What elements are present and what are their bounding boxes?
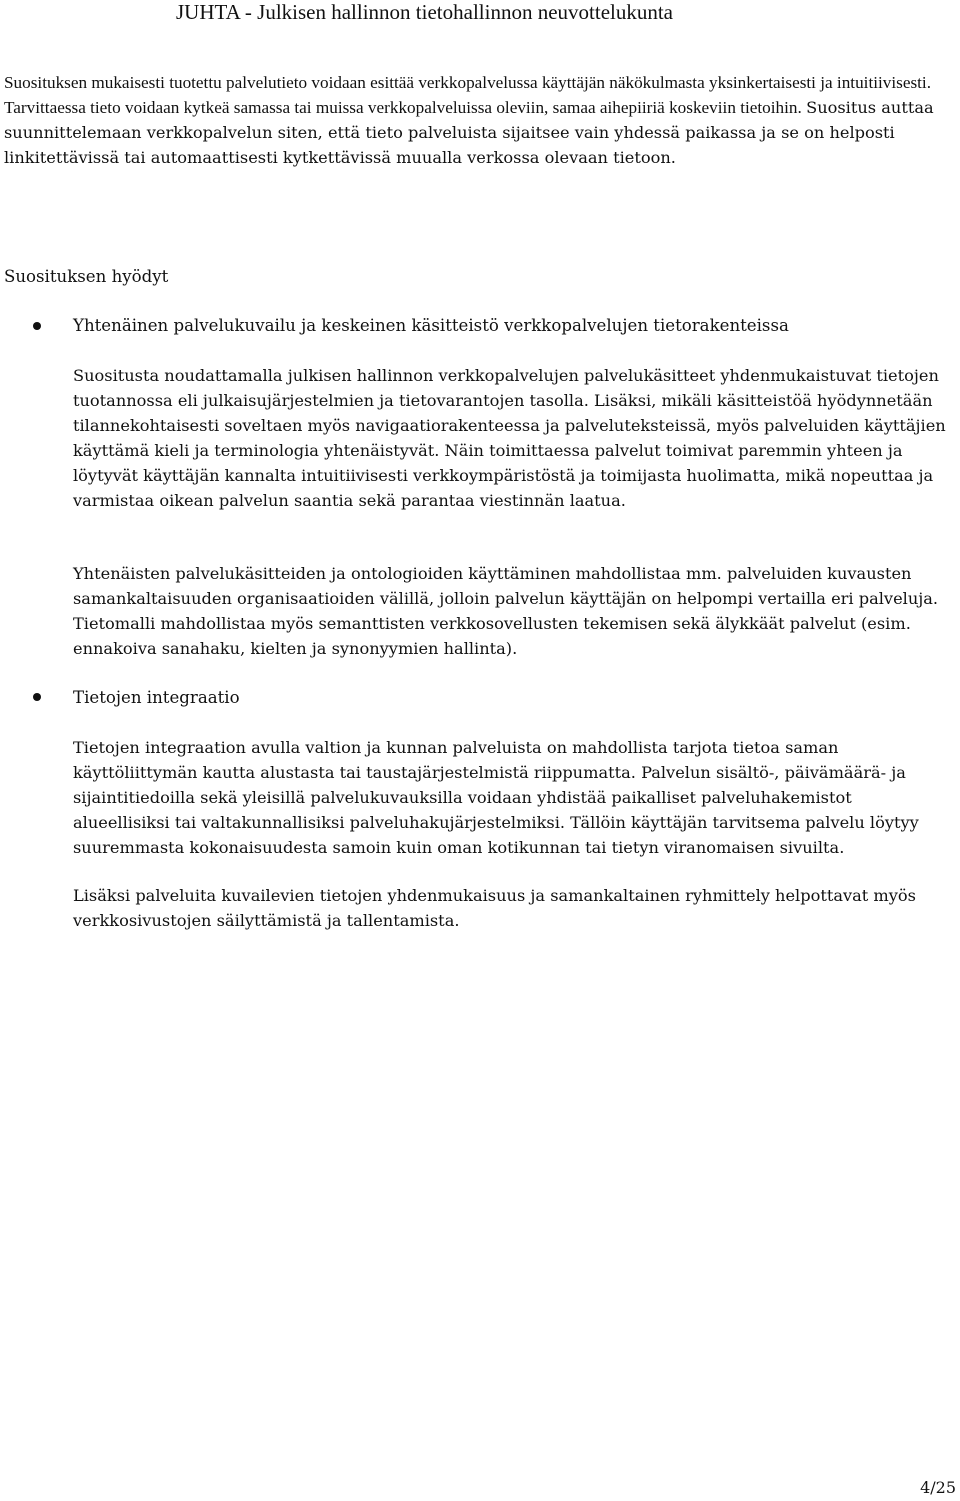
page-number: 4/25 bbox=[920, 1478, 956, 1497]
intro-text-part-2: Suositus auttaa suunnittelemaan verkkopalvelun siten, että tieto palveluista sijaitsee vain yhdessä paikassa ja se on helposti linkitettävissä tai automaattisesti kytkettävissä muualla verkossa olevaan tietoon. bbox=[4, 98, 934, 167]
benefit-2-paragraph-1: Tietojen integraation avulla valtion ja kunnan palveluista on mahdollista tarjota tietoa saman käyttöliittymän kautta alustasta tai taustajärjestelmistä riippumatta. Palvelun sisältö-, päivämäärä- ja sijaintitiedoilla sekä yleisillä palvelukuvauksilla voidaan yhdistää paikalliset palveluhakemistot alueellisiksi tai valtakunnallisiksi palveluhakujärjestelmiksi. Tällöin käyttäjän tarvitsema palvelu löytyy suuremmasta kokonaisuudesta samoin kuin oman kotikunnan tai tietyn viranomaisen sivuilta. bbox=[73, 738, 919, 857]
page-header-title: JUHTA - Julkisen hallinnon tietohallinnon neuvottelukunta bbox=[176, 0, 674, 24]
section-heading-benefits: Suosituksen hyödyt bbox=[4, 267, 169, 286]
benefit-1-paragraph-1: Suositusta noudattamalla julkisen hallinnon verkkopalvelujen palvelukäsitteet yhdenmukaistuvat tietojen tuotannossa eli julkaisujärjestelmien ja tietovarantojen tasolla. Lisäksi, mikäli käsitteistöä hyödynnetään tilannekohtaisesti soveltaen myös navigaatiorakenteessa ja palveluteksteissä, myös palveluiden käyttäjien käyttämä kieli ja terminologia yhtenäistyvät. Näin toimittaessa palvelut toimivat paremmin yhteen ja löytyvät käyttäjän kannalta intuitiivisesti verkkoympäristöstä ja toimijasta huolimatta, mikä nopeuttaa ja varmistaa oikean palvelun saantia sekä parantaa viestinnän laatua. bbox=[73, 366, 946, 510]
benefit-2-paragraph-2: Lisäksi palveluita kuvailevien tietojen yhdenmukaisuus ja samankaltainen ryhmittely helpottavat myös verkkosivustojen säilyttämistä ja tallentamista. bbox=[73, 886, 916, 930]
intro-paragraph bbox=[4, 70, 956, 170]
benefit-title-unified-description: Yhtenäinen palvelukuvailu ja keskeinen käsitteistö verkkopalvelujen tietorakenteissa bbox=[73, 316, 789, 335]
benefit-title-data-integration: Tietojen integraatio bbox=[73, 688, 240, 707]
intro-text-part-1: Suosituksen mukaisesti tuotettu palvelutieto voidaan esittää verkkopalvelussa käyttäjän näkökulmasta yksinkertaisesti ja intuitiivisesti. Tarvittaessa tieto voidaan kytkeä samassa tai muissa verkkopalveluissa oleviin, samaa aihepiiriä koskeviin tietoihin. bbox=[4, 73, 931, 117]
bullet-icon bbox=[33, 693, 41, 701]
bullet-icon bbox=[33, 322, 41, 330]
benefit-1-paragraph-2: Yhtenäisten palvelukäsitteiden ja ontologioiden käyttäminen mahdollistaa mm. palveluiden kuvausten samankaltaisuuden organisaatioiden välillä, jolloin palvelun käyttäjän on helpompi vertailla eri palveluja. Tietomalli mahdollistaa myös semanttisten verkkosovellusten tekemisen sekä älykkäät palvelut (esim. ennakoiva sanahaku, kielten ja synonyymien hallinta). bbox=[73, 564, 939, 658]
